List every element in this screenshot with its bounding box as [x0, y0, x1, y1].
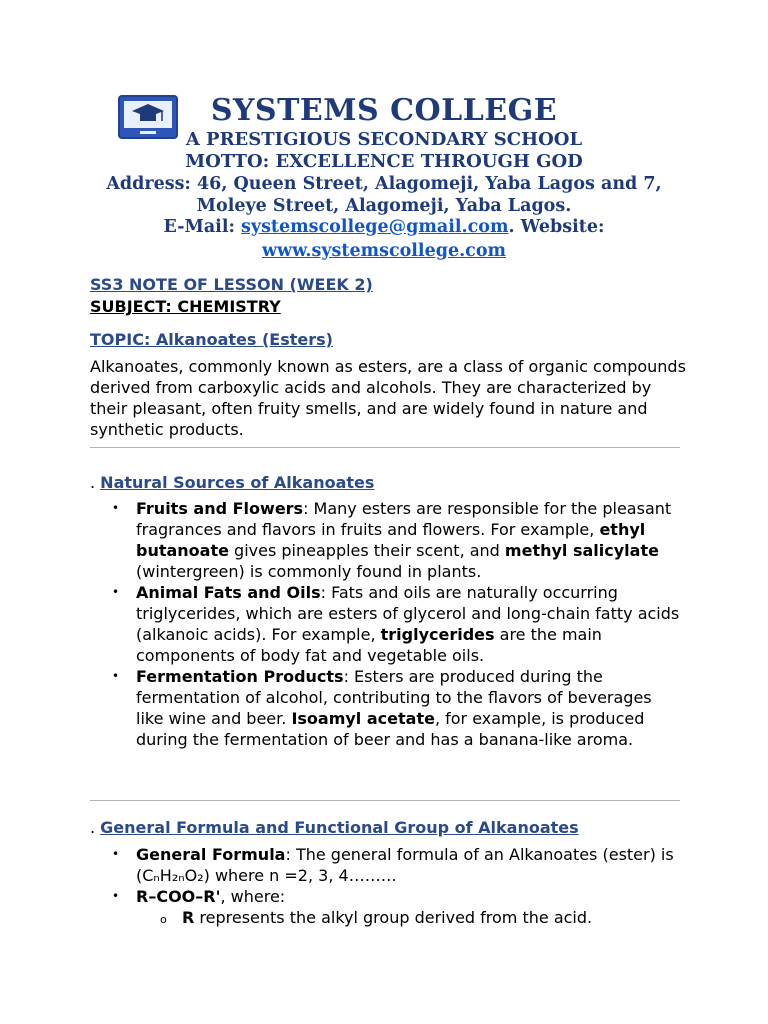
topic-line: TOPIC: Alkanoates (Esters) — [90, 330, 333, 349]
section-heading-text: General Formula and Functional Group of Alkanoates — [100, 818, 579, 837]
list-text: , where: — [220, 887, 286, 906]
keyword: Isoamyl acetate — [291, 709, 435, 728]
bullet-icon: • — [112, 669, 120, 683]
list-item — [90, 886, 680, 928]
section-heading-natural-sources — [90, 473, 374, 492]
bullet-icon: • — [112, 501, 120, 515]
list-term: Animal Fats and Oils — [136, 583, 321, 602]
lesson-title: SS3 NOTE OF LESSON (WEEK 2) — [90, 275, 373, 294]
keyword: triglycerides — [380, 625, 495, 644]
list-item — [90, 844, 680, 886]
website-label: . Website: — [508, 217, 605, 237]
list-text: : The general formula of an Alkanoates (ester) is (CₙH₂ₙO₂) where n =2, 3, 4……… — [136, 845, 674, 885]
intro-paragraph: Alkanoates, commonly known as esters, are a class of organic compounds derived from carboxylic acids and alcohols. They are characterized by their pleasant, often fruity smells, and are widely found in nature and synthetic products. — [90, 357, 686, 439]
list-item — [90, 582, 680, 666]
list-text: represents the alkyl group derived from the acid. — [194, 908, 593, 927]
circle-bullet-icon: o — [160, 913, 167, 926]
section-heading-general-formula — [90, 818, 579, 837]
email-label: E-Mail: — [163, 217, 242, 237]
bullet-icon: • — [112, 847, 120, 861]
email-link[interactable]: systemscollege@gmail.com — [241, 217, 509, 237]
list-term: R–COO–R' — [136, 887, 221, 906]
school-name: SYSTEMS COLLEGE — [210, 93, 558, 128]
list-term: Fruits and Flowers — [136, 499, 304, 518]
school-motto: MOTTO: EXCELLENCE THROUGH GOD — [185, 151, 583, 172]
bullet-icon: • — [112, 889, 120, 903]
keyword: ethyl butanoate — [136, 520, 646, 560]
general-formula-list — [90, 844, 680, 928]
divider — [90, 447, 680, 448]
list-text: : Esters are produced during the fermentation of alcohol, contributing to the flavors of beverages like wine and beer. — [136, 667, 652, 728]
list-text: (wintergreen) is commonly found in plants. — [136, 562, 482, 581]
school-address: Address: 46, Queen Street, Alagomeji, Yaba Lagos and 7, Moleye Street, Alagomeji, Yaba Lagos. — [106, 174, 662, 216]
list-item — [90, 666, 680, 750]
bullet-icon: • — [112, 585, 120, 599]
sub-list — [136, 907, 680, 928]
contact-line — [88, 215, 680, 263]
section-prefix: . — [90, 473, 101, 492]
section-prefix: . — [90, 818, 101, 837]
list-term: Fermentation Products — [136, 667, 344, 686]
website-link[interactable]: www.systemscollege.com — [261, 241, 507, 261]
section-heading-text: Natural Sources of Alkanoates — [100, 473, 375, 492]
list-text: , for example, is produced during the fermentation of beer and has a banana-like aroma. — [136, 709, 645, 749]
list-term: R — [182, 908, 195, 927]
list-term: General Formula — [136, 845, 286, 864]
sub-list-item — [136, 907, 680, 928]
list-text: gives pineapples their scent, and — [228, 541, 505, 560]
natural-sources-list — [90, 498, 680, 750]
list-text: are the main components of body fat and vegetable oils. — [136, 625, 602, 665]
list-item — [90, 498, 680, 582]
subject-line: SUBJECT: CHEMISTRY — [90, 297, 281, 316]
list-text: : Fats and oils are naturally occurring triglycerides, which are esters of glycerol and long-chain fatty acids (alkanoic acids). For example, — [136, 583, 680, 644]
divider — [90, 800, 680, 801]
list-text: : Many esters are responsible for the pleasant fragrances and flavors in fruits and flowers. For example, — [136, 499, 672, 539]
keyword: methyl salicylate — [504, 541, 659, 560]
school-subtitle: A PRESTIGIOUS SECONDARY SCHOOL — [185, 129, 583, 150]
